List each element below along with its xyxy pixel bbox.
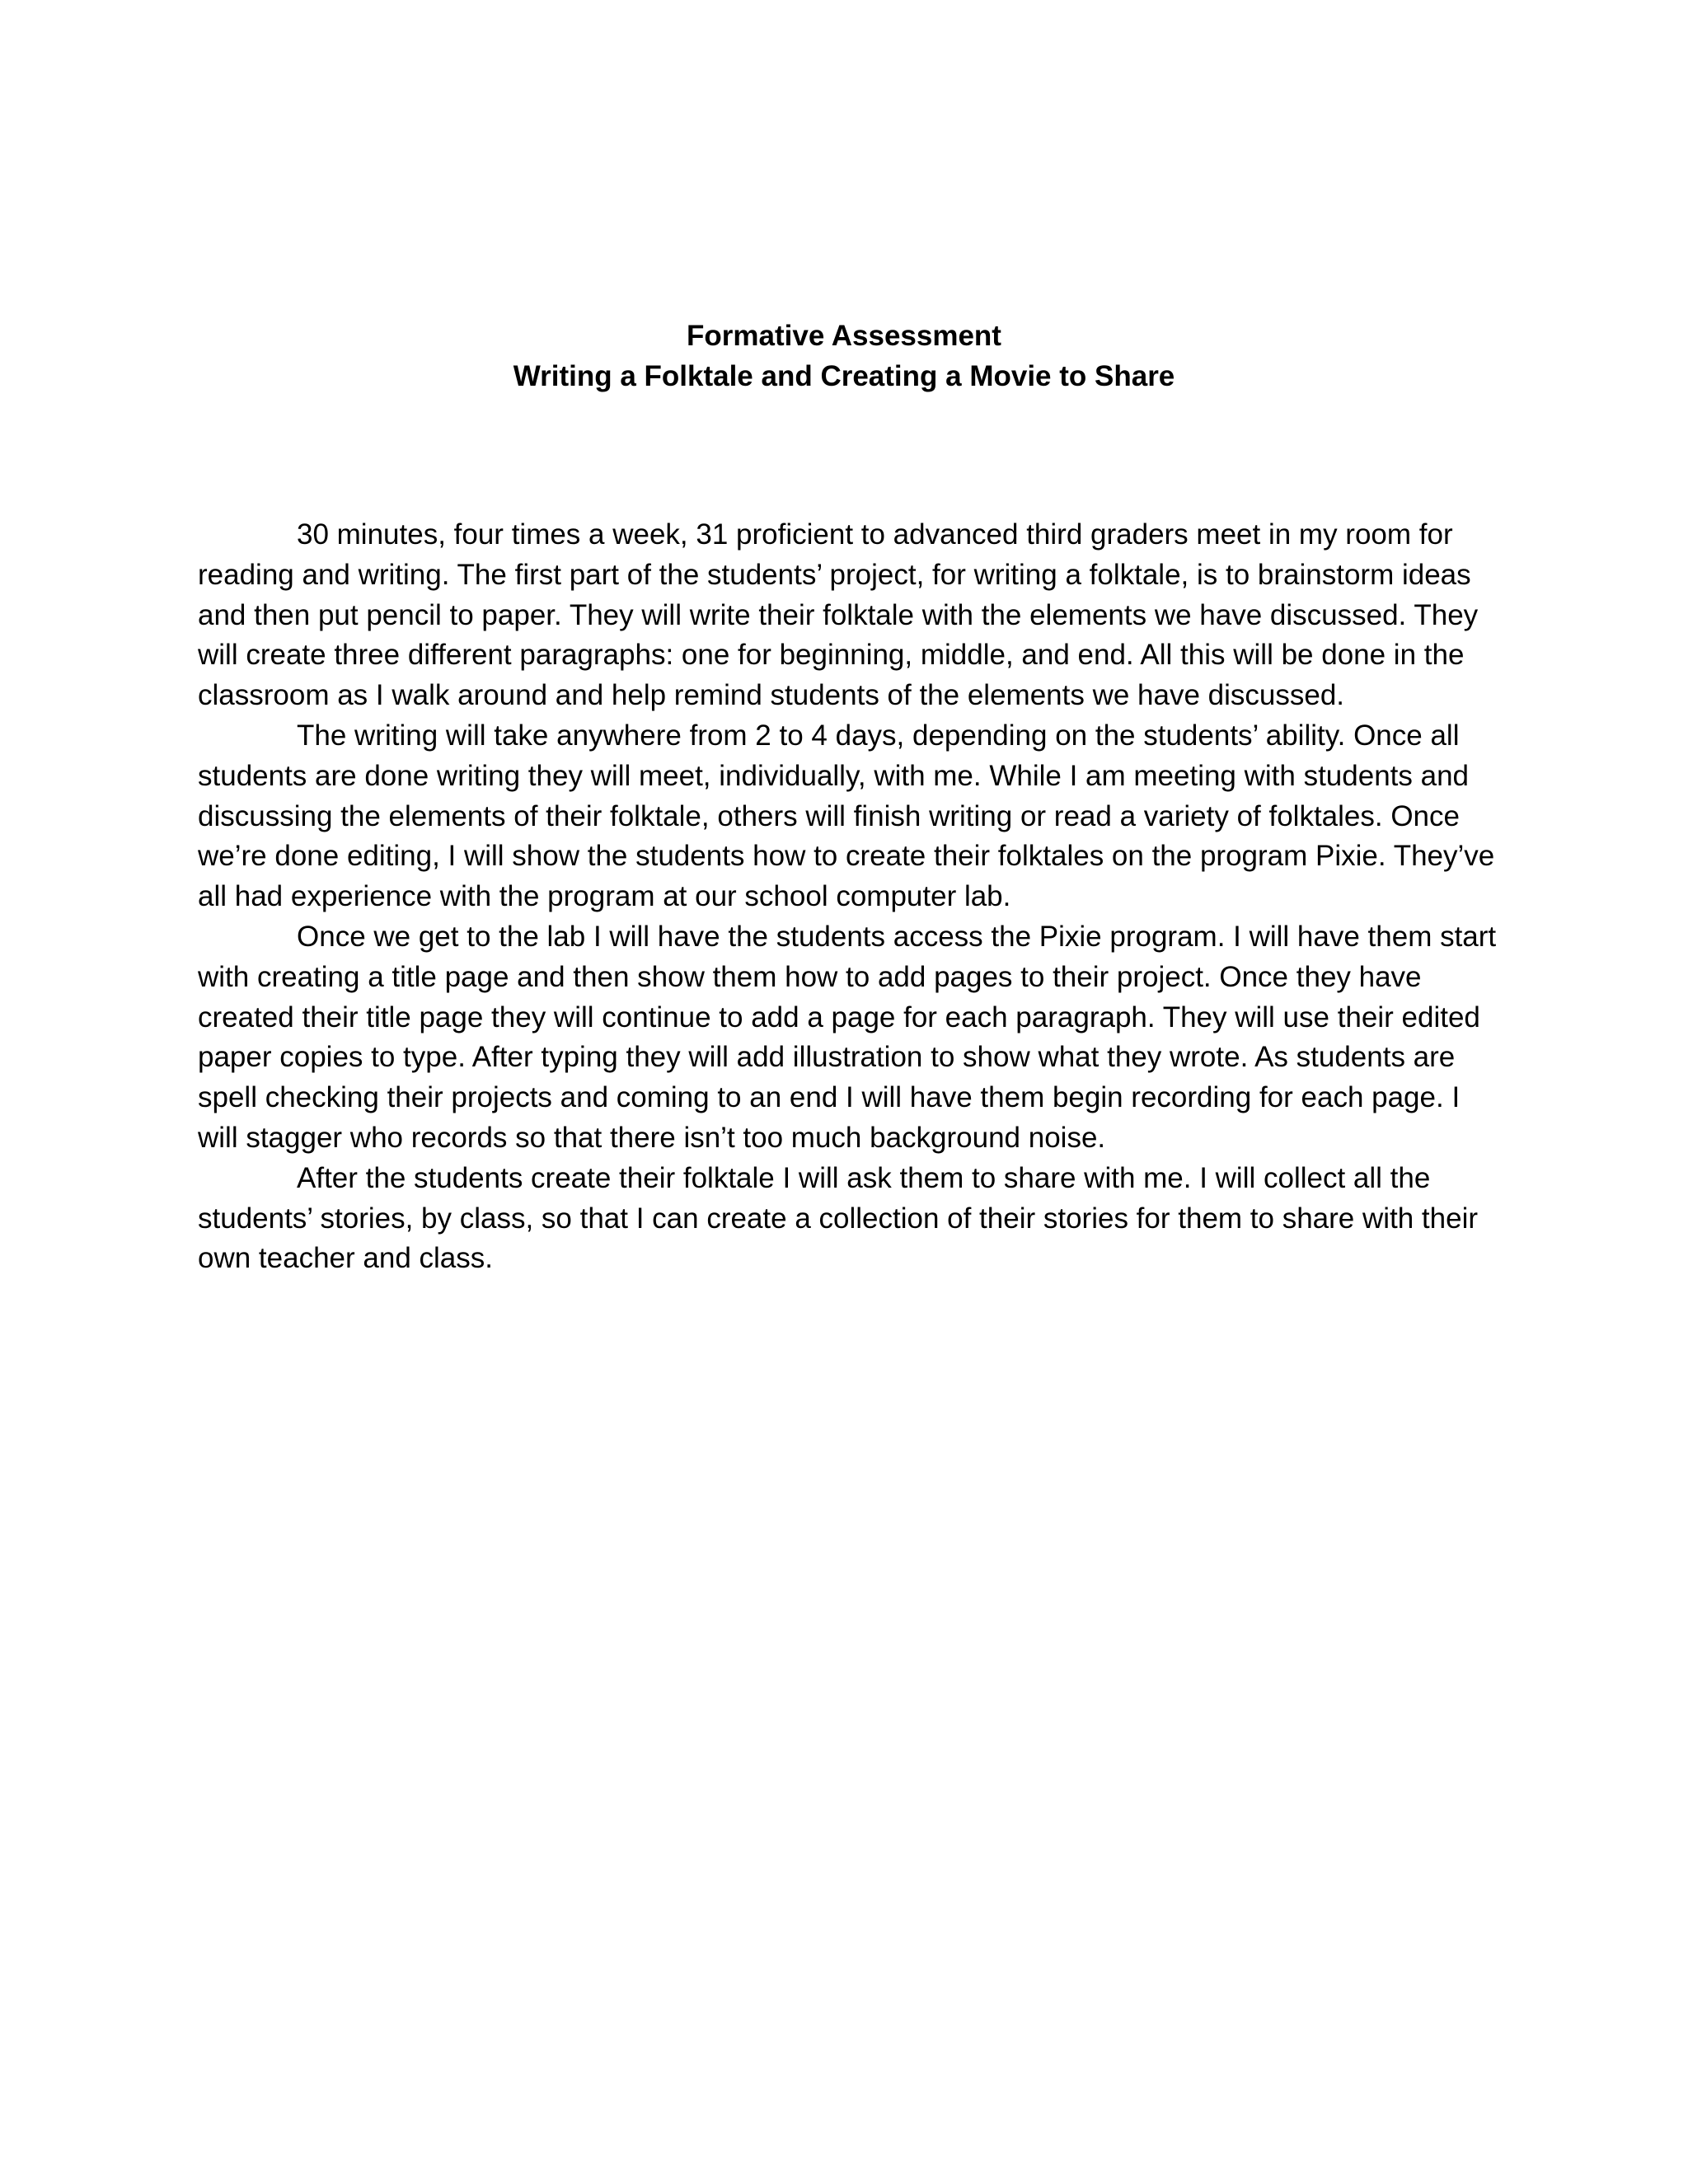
document-body bbox=[198, 515, 1500, 1279]
document-subtitle: Writing a Folktale and Creating a Movie to Share bbox=[513, 360, 1175, 392]
paragraph-3: Once we get to the lab I will have the students access the Pixie program. I will have them start with creating a title page and then show them how to add pages to their project. Once they have created their title page they will continue to add a page for each paragraph. They will use their edited paper copies to type. After typing they will add illustration to show what they wrote. As students are spell checking their projects and coming to an end I will have them begin recording for each page. I will stagger who records so that there isn’t too much background noise. bbox=[198, 920, 1497, 1154]
document-header bbox=[0, 316, 1688, 396]
document-title: Formative Assessment bbox=[687, 320, 1001, 352]
paragraph-1: 30 minutes, four times a week, 31 proficient to advanced third graders meet in my room for reading and writing. The first part of the students’ project, for writing a folktale, is to brainstorm ideas and then put pencil to paper. They will write their folktale with the elements we have discussed. They will create three different paragraphs: one for beginning, middle, and end. All this will be done in the classroom as I walk around and help remind students of the elements we have discussed. bbox=[198, 518, 1479, 712]
paragraph-4: After the students create their folktale I will ask them to share with me. I will collect all the students’ stories, by class, so that I can create a collection of their stories for them to share with their own teacher and class. bbox=[198, 1161, 1479, 1275]
paragraph-2: The writing will take anywhere from 2 to 4 days, depending on the students’ ability. Once all students are done writing they will meet, individually, with me. While I am meeting with students and discussing the elements of their folktale, others will finish writing or read a variety of folktales. Once we’re done editing, I will show the students how to create their folktales on the program Pixie. They’ve all had experience with the program at our school computer lab. bbox=[198, 719, 1495, 913]
